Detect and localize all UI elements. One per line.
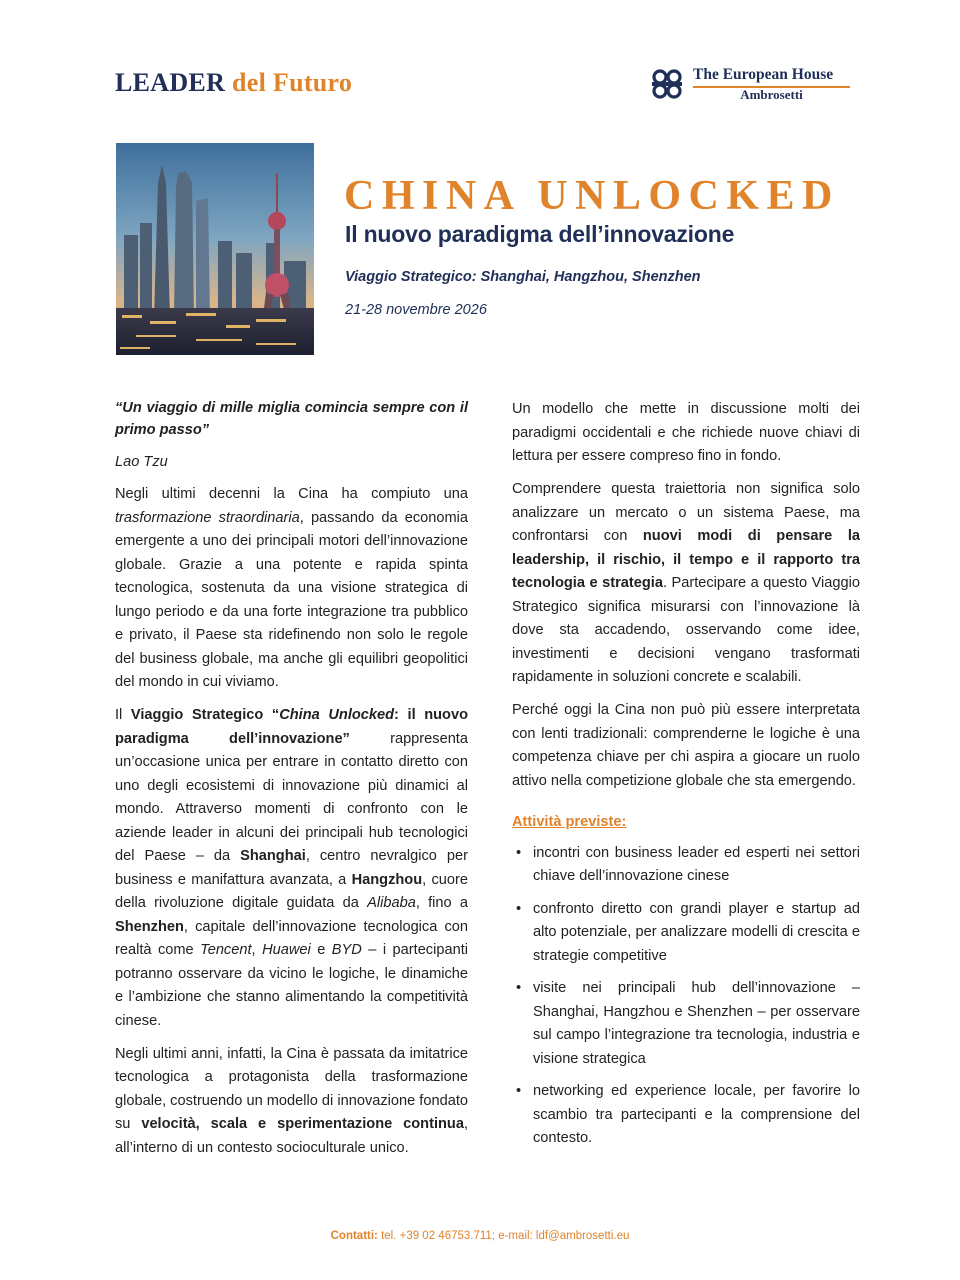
page-subtitle: Il nuovo paradigma dell’innovazione [345,221,735,247]
right-column [512,398,860,1160]
list-item: • confronto diretto con grandi player e startup ad alto potenziale, per analizzare modelli di crescita e strategie competitive [512,898,860,969]
bullet-icon: • [516,900,522,917]
bullet-icon: • [516,1083,522,1099]
brand-word-del-futuro: del Futuro [231,68,353,97]
list-item: • incontri con business leader ed esperti nei settori chiave dell’innovazione cinese [512,842,860,889]
list-item: • networking ed experience locale, per favorire lo scambio tra partecipanti e la comprensione del contesto. [512,1080,860,1151]
brand-logo-leader-del-futuro [115,68,352,98]
partner-name: The European House [693,66,834,83]
left-column [115,398,468,1170]
contact-details[interactable]: tel. +39 02 46753.711; e-mail: ldf@ambrosetti.eu [377,1230,630,1242]
paragraph-trajectory: Comprendere questa traiettoria non significa solo analizzare un mercato o un sistema Paese, ma confrontarsi con nuovi modi di pensare la leadership, il rischio, il tempo e il rapporto tra tecnologia e strategia. Partecipare a questo Viaggio Strategico significa misurarsi con l’innovazione là dove sta accadendo, osservando come idee, investimenti e decisioni vengano trasformati rapidamente in soluzioni concrete e scalabili. [512,481,860,685]
page-title: CHINA UNLOCKED [344,173,840,219]
paragraph-viaggio: Il Viaggio Strategico “China Unlocked: il nuovo paradigma dell’innovazione” rappresenta un’occasione unica per entrare in contatto diretto con uno degli ecosistemi di innovazione più dinamici al mondo. Attraverso momenti di confronto con le aziende leader in alcuni dei principali hub tecnologici del Paese – da Shanghai, centro nevralgico per business e manifattura avanzata, a Hangzhou, cuore della rivoluzione digitale guidata da Alibaba, fino a Shenzhen, capitale dell’innovazione tecnologica con realtà come Tencent, Huawei e BYD – i partecipanti potranno osservare da vicino le logiche, le dinamiche e l’ambizione che stanno alimentando la competitività cinese. [115,707,468,1029]
opening-quote: “Un viaggio di mille miglia comincia sempre con il primo passo” [115,400,468,438]
activities-heading: Attività previste: [512,814,627,830]
list-item: • visite nei principali hub dell’innovazione – Shanghai, Hangzhou e Shenzhen – per osservare sul campo l’integrazione tra tecnologia, industria e visione strategica [512,977,860,1071]
paragraph-intro: Negli ultimi decenni la Cina ha compiuto una trasformazione straordinaria, passando da economia emergente a uno dei principali motori dell’innovazione globale. Grazie a una potente e rapida spinta tecnologica, sostenuta da una visione strategica di lungo periodo e da una forte integrazione tra pubblico e privato, il Paese sta ridefinendo non solo le regole del business globale, ma anche gli equilibri geopolitici del mondo in cui viviamo. [115,486,468,690]
bullet-icon: • [516,844,522,861]
contact-footer [0,1230,960,1242]
shanghai-skyline-photo [116,143,314,355]
activities-list [512,842,860,1151]
paragraph-lenses: Perché oggi la Cina non può più essere interpretata con lenti tradizionali: comprenderne le logiche è una competenza chiave per chi aspira a giocare un ruolo attivo nella competizione globale che sta emergendo. [512,702,860,789]
quote-author: Lao Tzu [115,453,168,470]
contact-label: Contatti: [330,1230,378,1242]
partner-subname: Ambrosetti [740,87,803,102]
paragraph-western-paradigms: Un modello che mette in discussione molti dei paradigmi occidentali e che richiede nuove chiavi di lettura per essere compreso fino in fondo. [512,401,860,464]
brand-word-leader: LEADER [115,68,226,97]
bullet-icon: • [516,980,522,996]
trip-destinations: Viaggio Strategico: Shanghai, Hangzhou, Shenzhen [345,269,701,285]
trip-dates: 21-28 novembre 2026 [345,302,487,318]
skyline-illustration [116,143,314,355]
teha-logo-icon [650,67,690,101]
paragraph-model: Negli ultimi anni, infatti, la Cina è passata da imitatrice tecnologica a protagonista della trasformazione globale, costruendo un modello di innovazione fondato su velocità, scala e sperimentazione continua, all’interno di un contesto socioculturale unico. [115,1045,469,1156]
